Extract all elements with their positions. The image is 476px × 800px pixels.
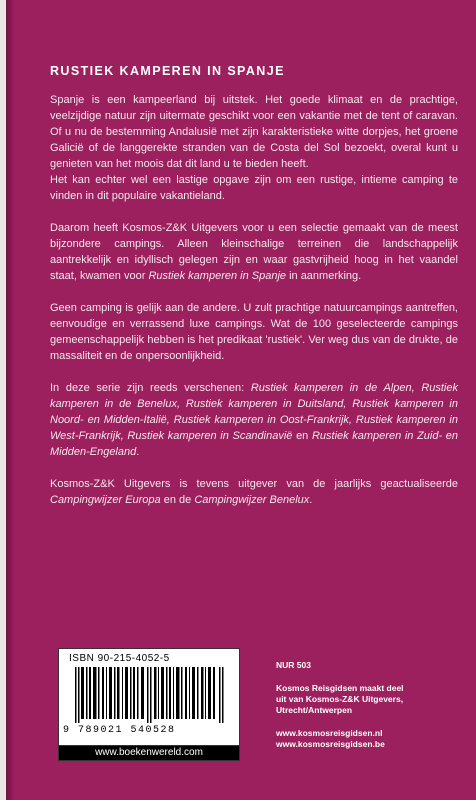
paragraph-1: Spanje is een kampeerland bij uitstek. Het goede klimaat en de prachtige, veelzijdige natuur zijn uitermate geschikt voor een vakantie met de tent of caravan. Of u nu de bestemming Andalusië met zijn karakteristieke witte dorpjes, het groene Galicië of de langgerekte stranden van de Costa del Sol bezoekt, overal kunt u genieten van het moois dat dit land u te bieden heeft. — [50, 94, 458, 170]
paragraph-5: In deze serie zijn reeds verschenen: Rustiek kamperen in de Alpen, Rustiek kamperen in de Benelux, Rustiek kamperen in Duitsland, Rustiek kamperen in Noord- en Midden-Italië, Rustiek kamperen in Oost-Frankrijk, Rustiek kamperen in West-Frankrijk, Rustiek kamperen in Scandinavië en Rustiek kamperen in Zuid- en Midden-Engeland. — [50, 382, 458, 458]
paragraph-6: Kosmos-Z&K Uitgevers is tevens uitgever van de jaarlijks geactualiseerde Campingwijzer Europa en de Campingwijzer Benelux. — [50, 478, 458, 506]
isbn-text: ISBN 90-215-4052-5 — [69, 653, 170, 664]
spine-edge — [6, 0, 14, 800]
publisher-line-2: uit van Kosmos-Z&K Uitgevers, — [276, 694, 404, 704]
publisher-info — [276, 660, 476, 750]
cover-title: RUSTIEK KAMPEREN IN SPANJE — [50, 64, 285, 78]
barcode-label — [58, 648, 240, 746]
blurb — [50, 92, 458, 524]
nur-code: NUR 503 — [276, 660, 311, 670]
paragraph-2: Het kan echter wel een lastige opgave zijn om een rustige, intieme camping te vinden in dit populaire vakantieland. — [50, 174, 458, 202]
website-strip: www.boekenwereld.com — [58, 745, 240, 761]
paragraph-4: Geen camping is gelijk aan de andere. U zult prachtige natuurcampings aantreffen, eenvoudige en verrassend luxe campings. Wat de 100 geselecteerde campings gemeenschappelijk hebben is het predikaat 'rustiek'. Ver weg dus van de drukte, de massaliteit en de onpersoonlijkheid. — [50, 302, 458, 362]
publisher-url-nl: www.kosmosreisgidsen.nl — [276, 728, 383, 738]
publisher-url-be: www.kosmosreisgidsen.be — [276, 739, 385, 749]
book-back-cover — [6, 0, 476, 800]
publisher-line-3: Utrecht/Antwerpen — [276, 705, 353, 715]
barcode-digits: 9 789021 540528 — [63, 725, 176, 736]
publisher-line-1: Kosmos Reisgidsen maakt deel — [276, 683, 404, 693]
paragraph-3: Daarom heeft Kosmos-Z&K Uitgevers voor u een selectie gemaakt van de meest bijzondere campings. Alleen kleinschalige terreinen die landschappelijk aantrekkelijk en idyllisch gelegen zijn en waar gastvrijheid hoog in het vaandel staat, kwamen voor Rustiek kamperen in Spanje in aanmerking. — [50, 222, 458, 282]
barcode-icon — [75, 667, 227, 723]
